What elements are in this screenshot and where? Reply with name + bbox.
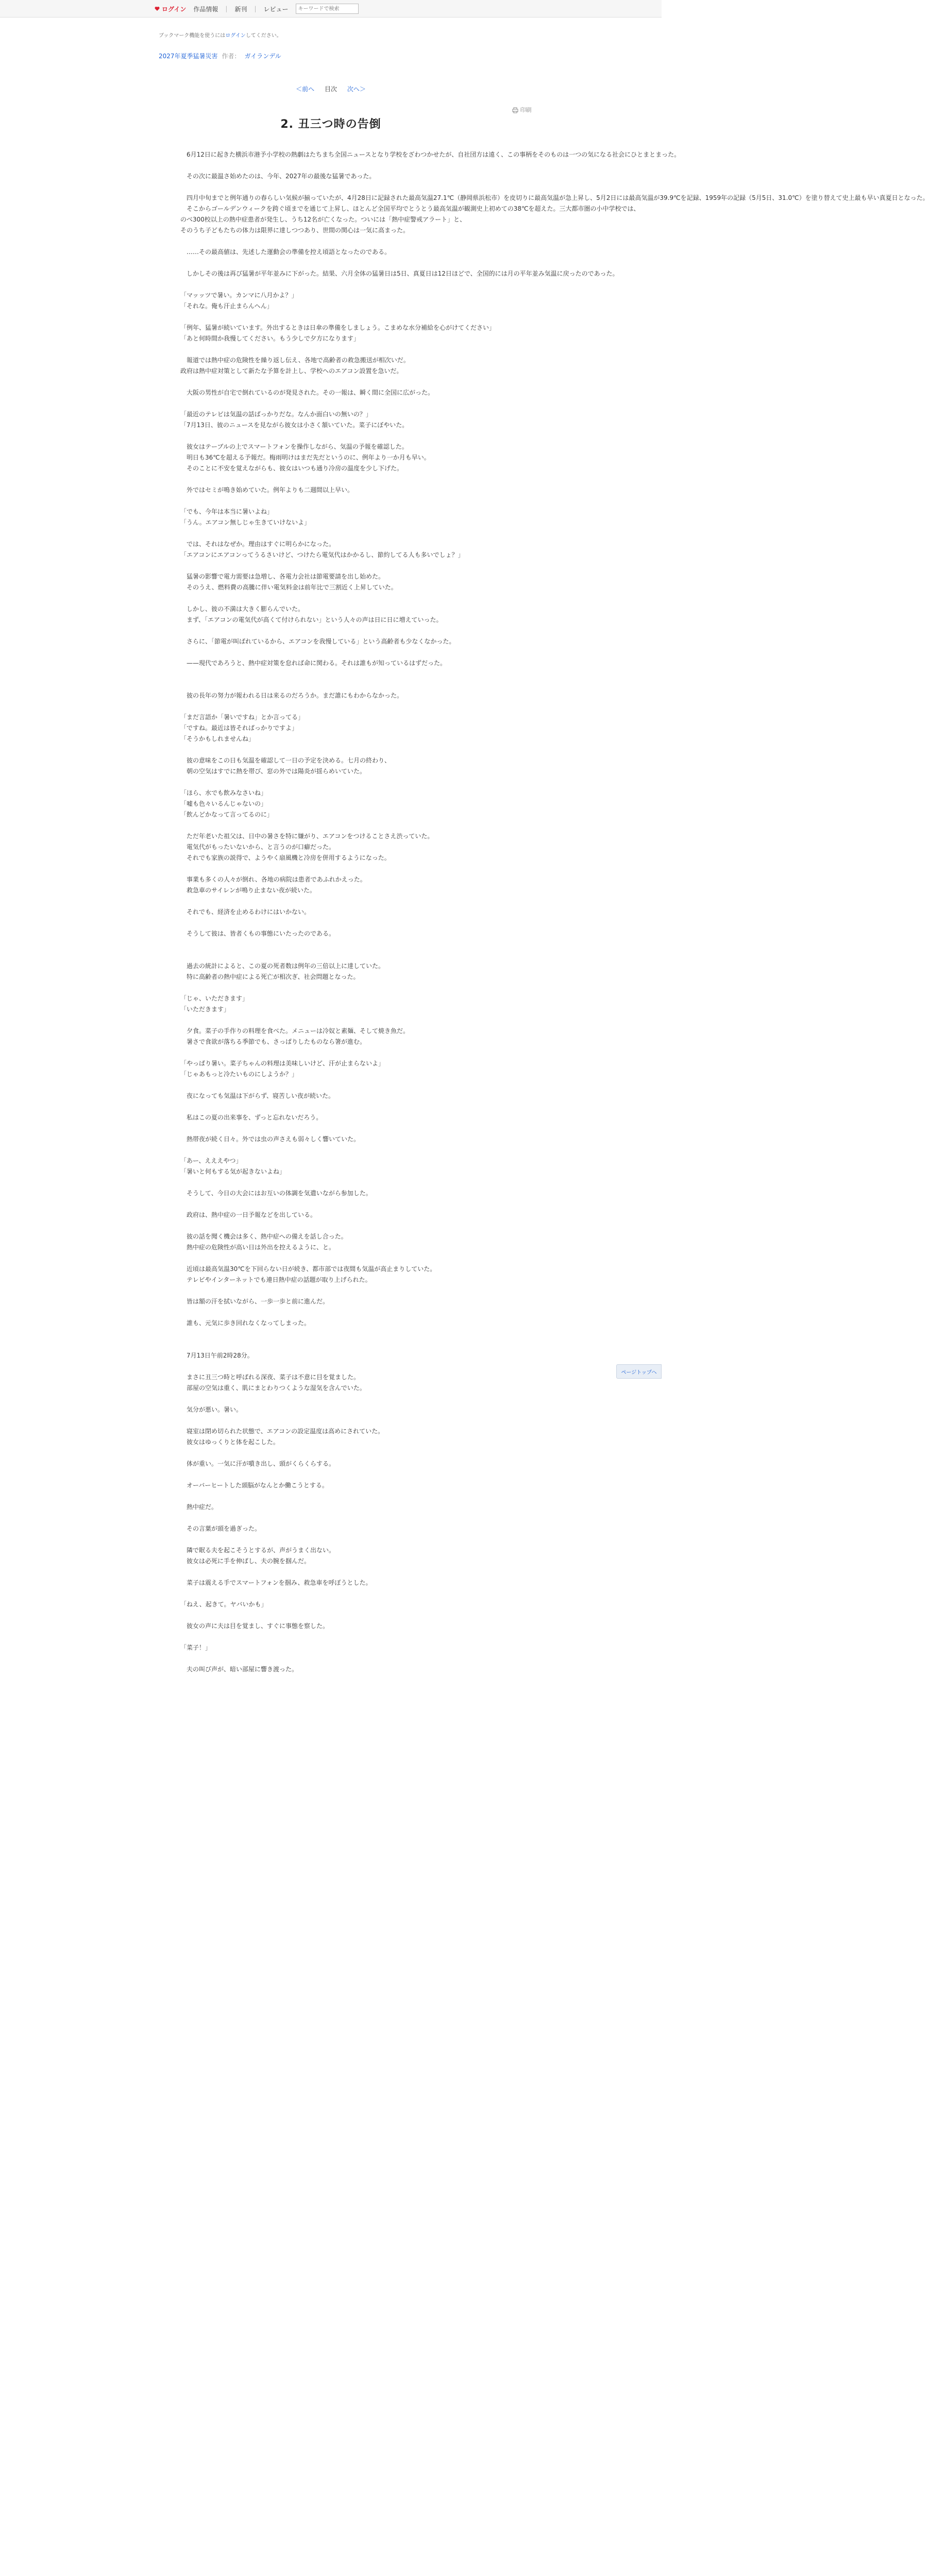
paragraph-spacer	[180, 1534, 484, 1545]
paragraph-line: 彼の意味をこの日も気温を確認して一日の予定を決める。七月の終わり、	[180, 757, 391, 764]
paragraph-line: 政府は熱中症対策として新たな予算を計上し、学校へのエアコン設置を急いだ。	[180, 367, 403, 375]
paragraph-line: 「あと何時間か我慢してください。もう少しで夕方になります」	[180, 335, 360, 342]
heart-icon	[155, 6, 160, 11]
paragraph-line: 特に高齢者の熱中症による死亡が相次ぎ、社会問題となった。	[180, 973, 360, 980]
paragraph-line: 6月12日に起きた横浜市港予小学校の熱劇はたちまち全国ニュースとなり学校をざわつかせたが、自社団方は遠く、この事柄をそのものは一つの気になる社会にひとまとまった。	[180, 151, 681, 158]
nav-new[interactable]: 新刊	[234, 5, 247, 13]
paragraph-line: 「嘘も色々いるんじゃないの」	[180, 800, 267, 807]
paragraph-spacer	[180, 939, 484, 950]
prev-chapter-link[interactable]: ＜前へ	[296, 86, 315, 93]
paragraph-spacer	[180, 160, 484, 171]
paragraph-spacer	[180, 1632, 484, 1642]
paragraph-line: 事業も多くの人々が倒れ、各地の病院は患者であふれかえった。	[180, 876, 366, 883]
paragraph-line: 明日も36℃を超える予報だ。梅雨明けはまだ先だというのに、例年より一か月も早い。	[180, 454, 430, 461]
paragraph-spacer	[180, 1101, 484, 1112]
paragraph-line: 暑さで食欲が落ちる季節でも、さっぱりしたものなら箸が進む。	[180, 1038, 366, 1045]
print-tool[interactable]	[512, 106, 532, 114]
search-input[interactable]	[296, 4, 359, 14]
paragraph-line: 部屋の空気は重く、肌にまとわりつくような湿気を含んでいた。	[180, 1384, 366, 1392]
paragraph-spacer	[180, 1047, 484, 1058]
paragraph-spacer	[180, 1329, 484, 1340]
paragraph-line: 彼女はテーブルの上でスマートフォンを操作しながら、気温の予報を確認した。	[180, 443, 408, 450]
paragraph-spacer	[180, 680, 484, 690]
paragraph-line: 熱中症だ。	[180, 1503, 218, 1511]
paragraph-line: 「それな。俺も汗止まらんへん」	[180, 302, 273, 310]
paragraph-line: 皆は額の汗を拭いながら、一歩一歩と前に進んだ。	[180, 1298, 329, 1305]
paragraph-spacer	[180, 377, 484, 387]
paragraph-line: 救急車のサイレンが鳴り止まない夜が続いた。	[180, 887, 316, 894]
paragraph-line: 夫の叫び声が、暗い部屋に響き渡った。	[180, 1666, 298, 1673]
paragraph-line: 「やっぱり暑い。菜子ちゃんの料理は美味しいけど、汗が止まらないよ」	[180, 1060, 385, 1067]
login-link[interactable]	[155, 5, 186, 13]
paragraph-line: 「ですね。最近は皆そればっかりですよ」	[180, 724, 298, 732]
paragraph-line: 隣で眠る夫を起こそうとするが、声がうまく出ない。	[180, 1547, 335, 1554]
paragraph-spacer	[180, 896, 484, 907]
paragraph-line: 「じゃあもっと冷たいものにしようか？」	[180, 1071, 298, 1078]
paragraph-spacer	[180, 1394, 484, 1404]
paragraph-spacer	[180, 182, 484, 193]
paragraph-line: 7月13日午前2時28分。	[180, 1352, 254, 1359]
paragraph-spacer	[180, 1567, 484, 1578]
paragraph-line: さらに、「節電が叫ばれているから、エアコンを我慢している」という高齢者も少なくなかった。	[180, 638, 455, 645]
paragraph-line: まさに丑三つ時と呼ばれる深夜、菜子は不意に目を覚ました。	[180, 1374, 360, 1381]
paragraph-spacer	[180, 1221, 484, 1231]
paragraph-line: テレビやインターネットでも連日熱中症の話題が取り上げられた。	[180, 1276, 371, 1283]
paragraph-spacer	[180, 744, 484, 755]
paragraph-line: 彼女は必死に手を伸ばし、夫の腕を掴んだ。	[180, 1557, 311, 1565]
paragraph-spacer	[180, 1285, 484, 1296]
paragraph-line: 猛暑の影響で電力需要は急増し、各電力会社は節電要請を出し始めた。	[180, 573, 385, 580]
paragraph-line: 夜になっても気温は下がらず、寝苦しい夜が続いた。	[180, 1092, 335, 1099]
paragraph-line: 四月中旬までと例年通りの春らしい気候が揃っていたが、4月28日に記録された最高気温27.1℃（静岡県浜松市）を皮切りに最高気温が急上昇し、5月2日には最高気温が39.9℃を記録、1959年の記録（5月5日、31.0℃）を塗り替えて史上最も早い真夏日となった。	[180, 194, 929, 201]
paragraph-line: 誰も、元気に歩き回れなくなってしまった。	[180, 1319, 311, 1327]
paragraph-line: 彼女はゆっくりと体を起こした。	[180, 1438, 279, 1446]
paragraph-spacer	[180, 528, 484, 539]
notice-login-link[interactable]: ログイン	[225, 33, 246, 39]
paragraph-line: 「でも、今年は本当に暑いよね」	[180, 508, 274, 515]
paragraph-line: 彼の長年の努力が報われる日は来るのだろうか。まだ誰にもわからなかった。	[180, 692, 403, 699]
paragraph-line: 朝の空気はすでに熱を帯び、窓の外では陽炎が揺らめいていた。	[180, 768, 366, 775]
paragraph-spacer	[180, 1145, 484, 1156]
paragraph-line: 「そうかもしれませんね」	[180, 735, 255, 742]
table-of-contents-link[interactable]: 目次	[324, 86, 337, 93]
paragraph-line: しかしその後は再び猛暑が平年並みに下がった。結果、六月全体の猛暑日は5日、真夏日は12日ほどで、全国的には月の平年並み気温に戻ったのであった。	[180, 270, 619, 277]
paragraph-line: 近頃は最高気温30℃を下回らない日が続き、都市部では夜間も気温が高止まりしていた。	[180, 1265, 436, 1273]
paragraph-spacer	[180, 279, 484, 290]
paragraph-spacer	[180, 950, 484, 961]
paragraph-spacer	[180, 669, 484, 680]
paragraph-spacer	[180, 431, 484, 442]
paragraph-spacer	[180, 863, 484, 874]
paragraph-line: しかし、彼の不満は大きく膨らんでいた。	[180, 605, 305, 613]
paragraph-line: 電気代がもったいないから、と言うのが口癖だった。	[180, 843, 335, 851]
nav-works[interactable]: 作品情報	[193, 5, 218, 13]
paragraph-line: その言葉が頭を過ぎった。	[180, 1525, 261, 1532]
paragraph-line: 「ねえ、起きて。ヤバいかも」	[180, 1601, 267, 1608]
paragraph-spacer	[180, 1448, 484, 1459]
paragraph-spacer	[180, 777, 484, 788]
breadcrumb-author[interactable]: ガイランデル	[244, 53, 281, 60]
next-chapter-link[interactable]: 次へ＞	[347, 86, 366, 93]
paragraph-line: 「エアコンにエアコンってうるさいけど、つけたら電気代はかかるし、節約してる人も多いでしょ？」	[180, 551, 464, 558]
paragraph-spacer	[180, 593, 484, 604]
paragraph-spacer	[180, 918, 484, 928]
paragraph-line: 「飲んどかなって言ってるのに」	[180, 811, 274, 818]
paragraph-line: 外ではセミが鳴き始めていた。例年よりも二週間以上早い。	[180, 486, 354, 494]
paragraph-line: そのうえ、燃料費の高騰に伴い電気料金は前年比で三割近く上昇していた。	[180, 584, 397, 591]
paragraph-spacer	[180, 1588, 484, 1599]
paragraph-spacer	[180, 1177, 484, 1188]
paragraph-spacer	[180, 1469, 484, 1480]
paragraph-line: 「ほら、水でも飲みなさいね」	[180, 789, 267, 796]
paragraph-line: 彼女の声に夫は目を覚まし、すぐに事態を察した。	[180, 1622, 329, 1630]
paragraph-line: まず、「エアコンの電気代が高くて付けられない」という人々の声は日に日に増えていった。	[180, 616, 443, 623]
paragraph-line: そうして彼は、皆者くもの事態にいたったのである。	[180, 930, 335, 937]
paragraph-line: ……その最高値は、先述した運動会の準備を控え頃語となったのである。	[180, 248, 391, 256]
paragraph-spacer	[180, 312, 484, 323]
paragraph-line: 彼の話を聞く機会は多く、熱中症への備えを話し合った。	[180, 1233, 347, 1240]
chapter-title: 2. 丑三つ時の告倒	[280, 118, 381, 131]
paragraph-line: 菜子は震える手でスマートフォンを掴み、救急車を呼ぼうとした。	[180, 1579, 372, 1586]
paragraph-spacer	[180, 1340, 484, 1350]
paragraph-spacer	[180, 1080, 484, 1091]
paragraph-line: 「例年、猛暑が続いています。外出するときは日傘の準備をしましょう。こまめな水分補給を心がけてください」	[180, 324, 496, 331]
chapter-pager	[0, 84, 662, 93]
paragraph-spacer	[180, 1415, 484, 1426]
nav-separator: |	[254, 5, 257, 12]
breadcrumb-series[interactable]: 2027年夏季猛暑災害	[159, 53, 218, 60]
paragraph-spacer	[180, 1253, 484, 1264]
print-icon	[512, 107, 518, 113]
paragraph-line: その次に最温さ始めたのは、今年、2027年の最後な猛暑であった。	[180, 173, 376, 180]
paragraph-spacer	[180, 701, 484, 712]
paragraph-line: オーバーヒートした頭脳がなんとか働こうとする。	[180, 1482, 328, 1489]
paragraph-line: 気分が悪い。暑い。	[180, 1406, 243, 1413]
paragraph-line: 「最近のテレビは気温の話ばっかりだな。なんか面白いの無いの？」	[180, 411, 372, 418]
paragraph-line: 過去の統計によると、この夏の死者数は例年の三倍以上に達していた。	[180, 962, 385, 970]
paragraph-spacer	[180, 1015, 484, 1026]
paragraph-line: 「うん。エアコン無しじゃ生きていけないよ」	[180, 519, 311, 526]
paragraph-spacer	[180, 1361, 484, 1372]
login-label: ログイン	[162, 5, 187, 13]
nav-reviews[interactable]: レビュー	[263, 5, 289, 13]
bookmark-notice	[159, 31, 282, 39]
paragraph-spacer	[180, 982, 484, 993]
paragraph-spacer	[180, 398, 484, 409]
paragraph-line: 報道では熱中症の危険性を繰り返し伝え、各地で高齢者の救急搬送が相次いだ。	[180, 357, 410, 364]
paragraph-line: 「7月13日、彼のニュースを見ながら彼女は小さく頷いていた。菜子にぼやいた。	[180, 421, 409, 429]
print-label: 印刷	[520, 107, 532, 113]
paragraph-line: 「暑いと何もする気が起きないよね」	[180, 1168, 286, 1175]
paragraph-line: それでも家族の説得で、ようやく扇風機と冷房を併用するようになった。	[180, 854, 391, 861]
paragraph-spacer	[180, 1610, 484, 1621]
paragraph-line: 「あー、えええやつ」	[180, 1157, 242, 1164]
paragraph-spacer	[180, 1307, 484, 1318]
paragraph-spacer	[180, 1491, 484, 1502]
paragraph-spacer	[180, 236, 484, 247]
page-top-button[interactable]: ページトップへ	[616, 1364, 662, 1379]
paragraph-line: 寝室は閉め切られた状態で、エアコンの設定温度は高めにされていた。	[180, 1428, 384, 1435]
paragraph-spacer	[180, 625, 484, 636]
paragraph-line: それでも、経済を止めるわけにはいかない。	[180, 908, 311, 916]
paragraph-line: ただ年老いた祖父は、日中の暑さを特に嫌がり、エアコンをつけることさえ渋っていた。	[180, 833, 434, 840]
paragraph-line: 体が重い。一気に汗が噴き出し、頭がくらくらする。	[180, 1460, 335, 1467]
paragraph-spacer	[180, 496, 484, 506]
paragraph-line: 政府は、熱中症の一日予報などを出している。	[180, 1211, 317, 1218]
paragraph-spacer	[180, 820, 484, 831]
paragraph-line: 熱中症の危険性が高い日は外出を控えるように、と。	[180, 1244, 335, 1251]
paragraph-line: そのうち子どもたちの体力は限界に達しつつあり、世間の関心は一気に高まった。	[180, 227, 410, 234]
paragraph-spacer	[180, 647, 484, 658]
paragraph-spacer	[180, 1653, 484, 1664]
breadcrumb	[159, 52, 281, 60]
paragraph-spacer	[180, 344, 484, 355]
notice-suffix: してください。	[245, 33, 282, 39]
nav-separator: |	[225, 5, 228, 12]
paragraph-line: そうして、今日の大会にはお互いの体調を気遣いながら参加した。	[180, 1190, 372, 1197]
paragraph-line: 熱帯夜が続く日々。外では虫の声さえも弱々しく響いていた。	[180, 1136, 360, 1143]
paragraph-line: そのことに不安を覚えながらも、彼女はいつも通り冷房の温度を少し下げた。	[180, 465, 403, 472]
breadcrumb-author-label: 作者：	[222, 53, 241, 60]
paragraph-line: 「まだ言語か「暑いですね」とか言ってる」	[180, 714, 305, 721]
top-navigation-inner	[155, 0, 359, 18]
paragraph-line: のべ300校以上の熱中症患者が発生し、うち12名が亡くなった。ついには「熱中症警戒アラート」と、	[180, 216, 466, 223]
paragraph-line: 「いただきます」	[180, 1006, 230, 1013]
paragraph-line: 「マッッツで暑い。カンマに八月かよ？」	[180, 292, 298, 299]
paragraph-line: 夕食。菜子の手作りの料理を食べた。メニューは冷奴と素麺、そして焼き魚だ。	[180, 1027, 410, 1035]
paragraph-line: 「菜子！」	[180, 1644, 212, 1651]
paragraph-line: では、それはなぜか。理由はすぐに明らかになった。	[180, 540, 335, 548]
paragraph-spacer	[180, 561, 484, 571]
paragraph-line: 私はこの夏の出来事を、ずっと忘れないだろう。	[180, 1114, 323, 1121]
paragraph-spacer	[180, 474, 484, 485]
paragraph-line: 「じゃ、いただきます」	[180, 995, 249, 1002]
paragraph-line: そこからゴールデンウィークを跨ぐ頃までを通じて上昇し、ほとんど全国平均でとうとう最高気温が観測史上初めての38℃を超えた。三大都市圏の小中学校では、	[180, 205, 640, 212]
paragraph-line: 大阪の男性が自宅で倒れているのが発見された。その一報は、瞬く間に全国に広がった。	[180, 389, 434, 396]
notice-prefix: ブックマーク機能を使うには	[159, 33, 226, 39]
paragraph-spacer	[180, 1123, 484, 1134]
paragraph-spacer	[180, 258, 484, 268]
paragraph-spacer	[180, 1513, 484, 1523]
paragraph-spacer	[180, 1199, 484, 1210]
paragraph-line: ——現代であろうと、熱中症対策を怠れば命に関わる。それは誰もが知っているはずだった。	[180, 659, 447, 667]
top-navigation-bar	[0, 0, 662, 18]
